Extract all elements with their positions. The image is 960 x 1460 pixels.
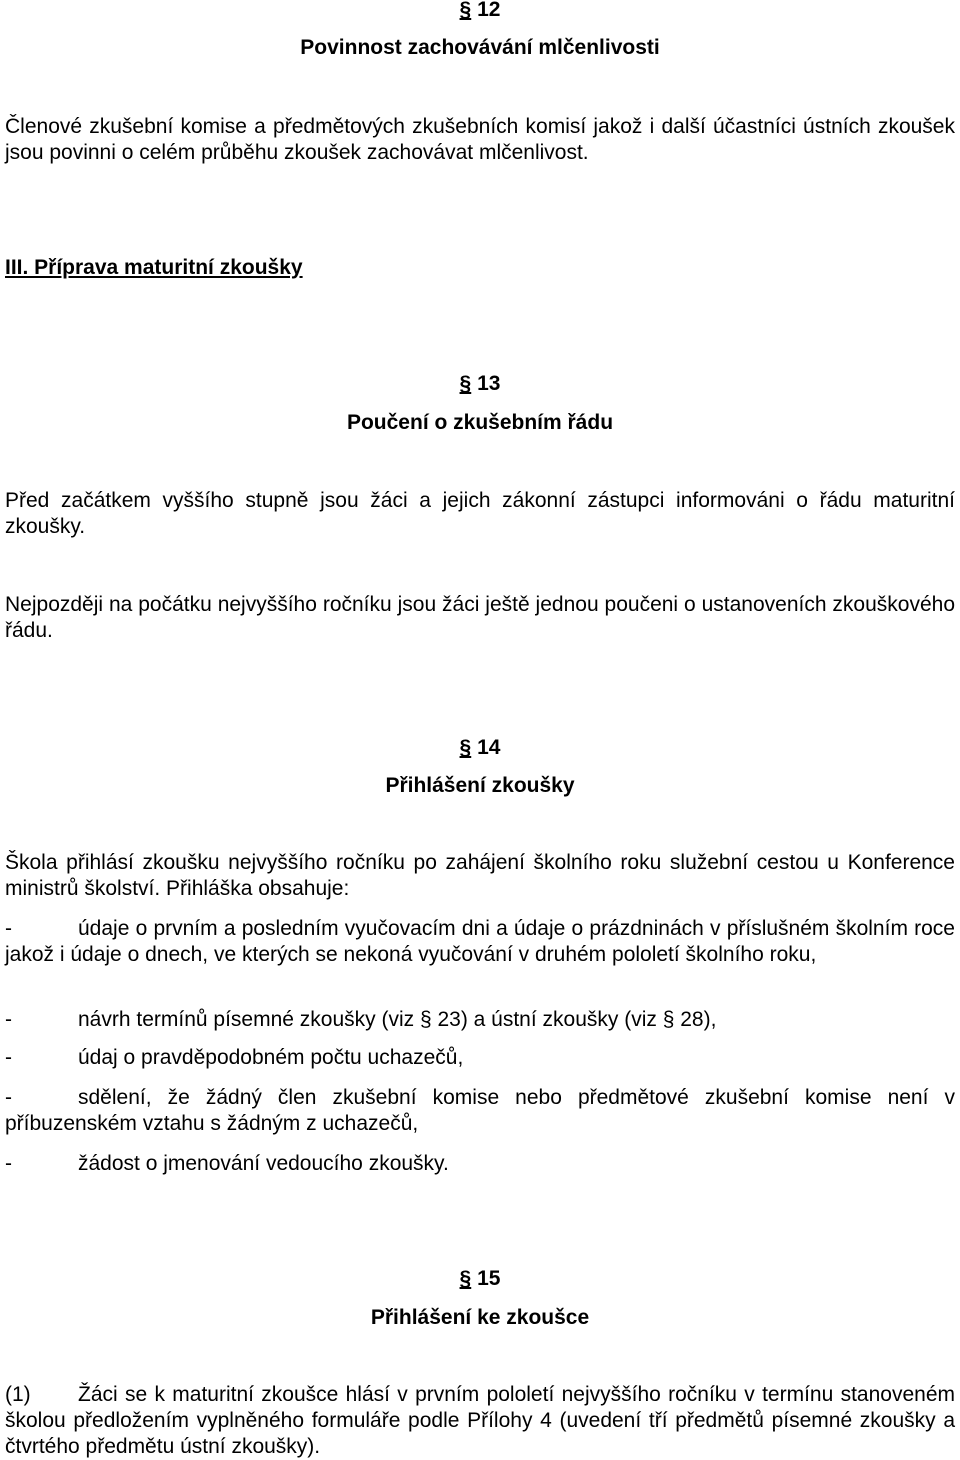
section-14-title: Přihlášení zkoušky [385,774,575,797]
paragraph-text: Žáci se k maturitní zkoušce hlásí v prvním pololetí nejvyššího ročníku v termínu stanoveném školou předložením vyplněného formuláře podle Přílohy 4 (uvedení tří předmětů písemné zkoušky a čtvrtého předmětu ústní zkoušky). [5,1383,955,1458]
list-item [5,1151,955,1177]
section-number-value: 15 [477,1267,501,1290]
part-heading: III. Příprava maturitní zkoušky [5,256,303,279]
list-item-text: údaje o prvním a posledním vyučovacím dni a údaje o prázdninách v příslušném školním roce jakož i údaje o dnech, ve kterých se nekoná vyučování v druhém pololetí školního roku, [5,917,955,966]
list-item [5,916,955,968]
paragraph-number: (1) [5,1383,31,1406]
section-14-intro: Škola přihlásí zkoušku nejvyššího ročníku po zahájení školního roku služební cestou u Konference ministrů školství. Přihláška obsahuje: [5,851,955,900]
section-12-number [5,0,955,23]
list-dash: - [5,1152,12,1175]
section-13-title: Poučení o zkušebním řádu [346,411,614,434]
list-dash: - [5,1086,12,1109]
section-symbol: § [459,0,472,21]
section-symbol: § [459,372,472,395]
list-item-text: sdělení, že žádný člen zkušební komise nebo předmětové zkušební komise není v příbuzenském vztahu s žádným z uchazečů, [5,1086,955,1135]
list-item [5,1045,955,1071]
section-symbol: § [459,1267,472,1290]
list-dash: - [5,1046,12,1069]
section-13-number [5,371,955,397]
list-dash: - [5,1008,12,1031]
section-12-title: Povinnost zachovávání mlčenlivosti [300,36,660,59]
section-number-value: 13 [477,372,501,395]
section-13-paragraph-2: Nejpozději na počátku nejvyššího ročníku jsou žáci ještě jednou poučeni o ustanoveních zkouškového řádu. [5,593,955,642]
section-number-value: 14 [477,736,501,759]
section-13-paragraph-1: Před začátkem vyššího stupně jsou žáci a jejich zákonní zástupci informováni o řádu maturitní zkoušky. [5,489,955,538]
list-item-text: žádost o jmenování vedoucího zkoušky. [78,1152,449,1175]
section-14-number [5,735,955,761]
section-12-paragraph: Členové zkušební komise a předmětových zkušebních komisí jakož i další účastníci ústních zkoušek jsou povinni o celém průběhu zkoušek zachovávat mlčenlivost. [5,115,955,164]
list-item [5,1007,955,1033]
section-15-number [5,1266,955,1292]
list-item-text: návrh termínů písemné zkoušky (viz § 23) a ústní zkoušky (viz § 28), [78,1008,717,1031]
section-number-value: 12 [477,0,501,21]
list-item [5,1085,955,1137]
section-symbol: § [459,736,472,759]
list-item-text: údaj o pravděpodobném počtu uchazečů, [78,1046,464,1069]
section-15-paragraph-1 [5,1382,955,1460]
list-dash: - [5,917,12,940]
section-15-title: Přihlášení ke zkoušce [370,1306,590,1329]
